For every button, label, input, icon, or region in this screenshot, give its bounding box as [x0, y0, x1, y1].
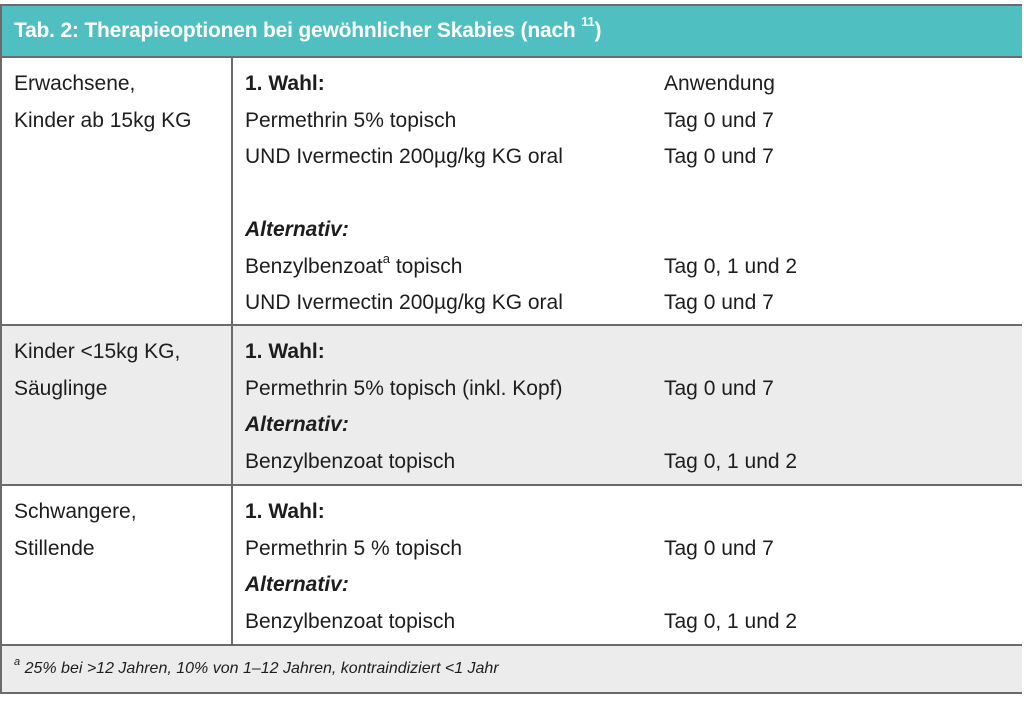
therapy-line [245, 249, 1022, 286]
application-schedule: Tag 0 und 7 [664, 376, 774, 400]
therapy-cell [245, 66, 1022, 322]
title-text: Tab. 2: Therapieoptionen bei gewöhnlicher Skabies (nach [14, 19, 582, 42]
therapy-cell [245, 334, 1022, 480]
therapy-table [0, 4, 1022, 694]
group-label: Kinder <15kg KG, [14, 340, 181, 363]
group-cell [2, 58, 233, 324]
footnote-marker: a [14, 655, 21, 668]
alternative-heading: Alternativ: [245, 573, 349, 596]
title-close: ) [594, 19, 602, 42]
first-choice-heading: 1. Wahl: [245, 500, 325, 523]
first-choice-heading [245, 66, 1022, 103]
therapy-line [245, 285, 1022, 322]
therapy-line [245, 604, 1022, 641]
group-label: Schwangere, [14, 500, 137, 523]
table-row-pregnant [2, 486, 1022, 646]
application-schedule: Tag 0 und 7 [664, 291, 774, 314]
first-choice-heading: 1. Wahl: [245, 340, 325, 363]
therapy-text: Permethrin 5% topisch [245, 108, 457, 132]
application-schedule: Tag 0 und 7 [664, 145, 774, 168]
therapy-text: UND Ivermectin 200µg/kg KG oral [245, 291, 563, 314]
therapy-line [245, 371, 1022, 408]
therapy-line [245, 531, 1022, 568]
footnote-text: 25% bei >12 Jahren, 10% von 1–12 Jahren, kontraindiziert <1 Jahr [20, 660, 499, 677]
group-label: Erwachsene, [14, 72, 136, 95]
application-heading: Anwendung [664, 72, 775, 95]
group-cell [2, 486, 233, 644]
therapy-text: Benzylbenzoat topisch [245, 449, 456, 473]
group-label: Säuglinge [14, 376, 108, 400]
therapy-text: Permethrin 5 % topisch [245, 536, 463, 560]
table-row-children [2, 326, 1022, 486]
therapy-text: topisch [390, 254, 463, 278]
therapy-text: Permethrin 5% topisch (inkl. Kopf) [245, 376, 563, 400]
group-label: Stillende [14, 536, 95, 560]
application-schedule: Tag 0, 1 und 2 [664, 449, 798, 473]
therapy-text: Benzylbenzoat topisch [245, 609, 456, 633]
therapy-line [245, 103, 1022, 140]
alternative-heading: Alternativ: [245, 413, 349, 436]
group-cell [2, 326, 233, 484]
therapy-text: 1. Wahl: [245, 72, 325, 95]
therapy-cell [245, 494, 1022, 640]
application-schedule: Tag 0, 1 und 2 [664, 609, 798, 633]
group-label: Kinder ab 15kg KG [14, 108, 192, 132]
application-schedule: Tag 0 und 7 [664, 536, 774, 560]
application-schedule: Tag 0, 1 und 2 [664, 254, 798, 278]
therapy-text: UND Ivermectin 200µg/kg KG oral [245, 145, 563, 168]
alternative-heading: Alternativ: [245, 218, 349, 241]
application-schedule: Tag 0 und 7 [664, 108, 774, 132]
therapy-text: Benzylbenzoat [245, 254, 383, 278]
therapy-line [245, 444, 1022, 481]
title-reference: 11 [581, 14, 595, 29]
therapy-line [245, 139, 1022, 176]
table-row-adults [2, 58, 1022, 326]
footnote-marker: a [382, 250, 390, 266]
table-footnote [2, 646, 1022, 692]
spacer [245, 176, 1022, 213]
table-title [2, 6, 1022, 58]
